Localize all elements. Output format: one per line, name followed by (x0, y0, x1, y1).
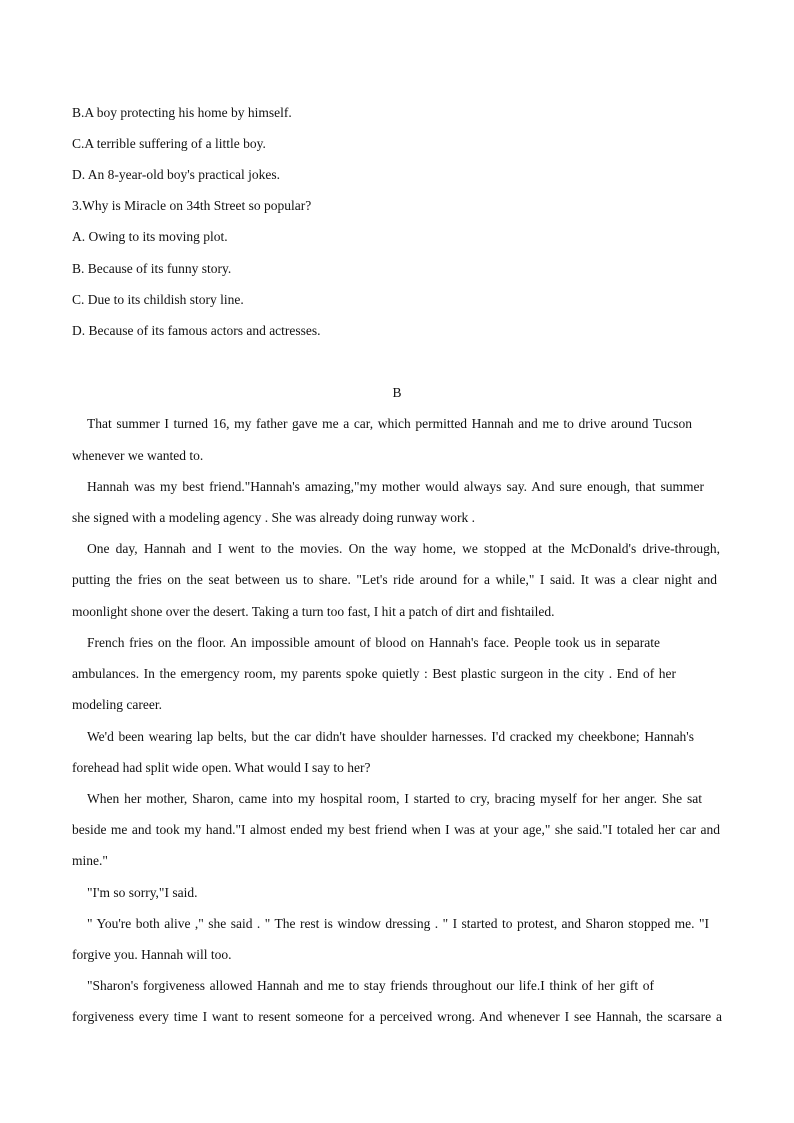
option-q3-b: B. Because of its funny story. (72, 261, 232, 276)
option-q3-a: A. Owing to its moving plot. (72, 229, 228, 244)
passage-line: beside me and took my hand."I almost ended my best friend when I was at your age," she said."I totaled her car and (72, 822, 720, 837)
passage-line: When her mother, Sharon, came into my hospital room, I started to cry, bracing myself for her anger. She sat (87, 791, 702, 806)
passage-line: mine." (72, 853, 108, 868)
passage-line: That summer I turned 16, my father gave me a car, which permitted Hannah and me to drive around Tucson (87, 416, 692, 431)
passage-line: ambulances. In the emergency room, my parents spoke quietly : Best plastic surgeon in the city . End of her (72, 666, 676, 681)
passage-line: "I'm so sorry,"I said. (87, 885, 198, 900)
passage-line: Hannah was my best friend."Hannah's amazing,"my mother would always say. And sure enough, that summer (87, 479, 704, 494)
passage-line: whenever we wanted to. (72, 448, 204, 463)
option-q2-d: D. An 8-year-old boy's practical jokes. (72, 167, 280, 182)
passage-line: " You're both alive ," she said . " The rest is window dressing . " I started to protest, and Sharon stopped me. "I (87, 916, 709, 931)
option-q2-c: C.A terrible suffering of a little boy. (72, 136, 266, 151)
question-3-stem: 3.Why is Miracle on 34th Street so popular? (72, 198, 312, 213)
passage-line: forgiveness every time I want to resent someone for a perceived wrong. And whenever I see Hannah, the scarsare a (72, 1009, 722, 1024)
option-q3-d: D. Because of its famous actors and actresses. (72, 323, 321, 338)
passage-line: putting the fries on the seat between us to share. "Let's ride around for a while," I said. It was a clear night and (72, 572, 717, 587)
passage-line: forehead had split wide open. What would I say to her? (72, 760, 371, 775)
passage-line: We'd been wearing lap belts, but the car didn't have shoulder harnesses. I'd cracked my cheekbone; Hannah's (87, 729, 694, 744)
passage-line: One day, Hannah and I went to the movies. On the way home, we stopped at the McDonald's drive-through, (87, 541, 720, 556)
passage-line: moonlight shone over the desert. Taking a turn too fast, I hit a patch of dirt and fishtailed. (72, 604, 555, 619)
option-q2-b: B.A boy protecting his home by himself. (72, 105, 292, 120)
passage-line: forgive you. Hannah will too. (72, 947, 232, 962)
passage-line: she signed with a modeling agency . She was already doing runway work . (72, 510, 476, 525)
passage-line: "Sharon's forgiveness allowed Hannah and me to stay friends throughout our life.I think of her gift of (87, 978, 654, 993)
passage-line: French fries on the floor. An impossible amount of blood on Hannah's face. People took us in separate (87, 635, 660, 650)
section-heading: B (392, 385, 402, 400)
option-q3-c: C. Due to its childish story line. (72, 292, 244, 307)
passage-line: modeling career. (72, 697, 162, 712)
